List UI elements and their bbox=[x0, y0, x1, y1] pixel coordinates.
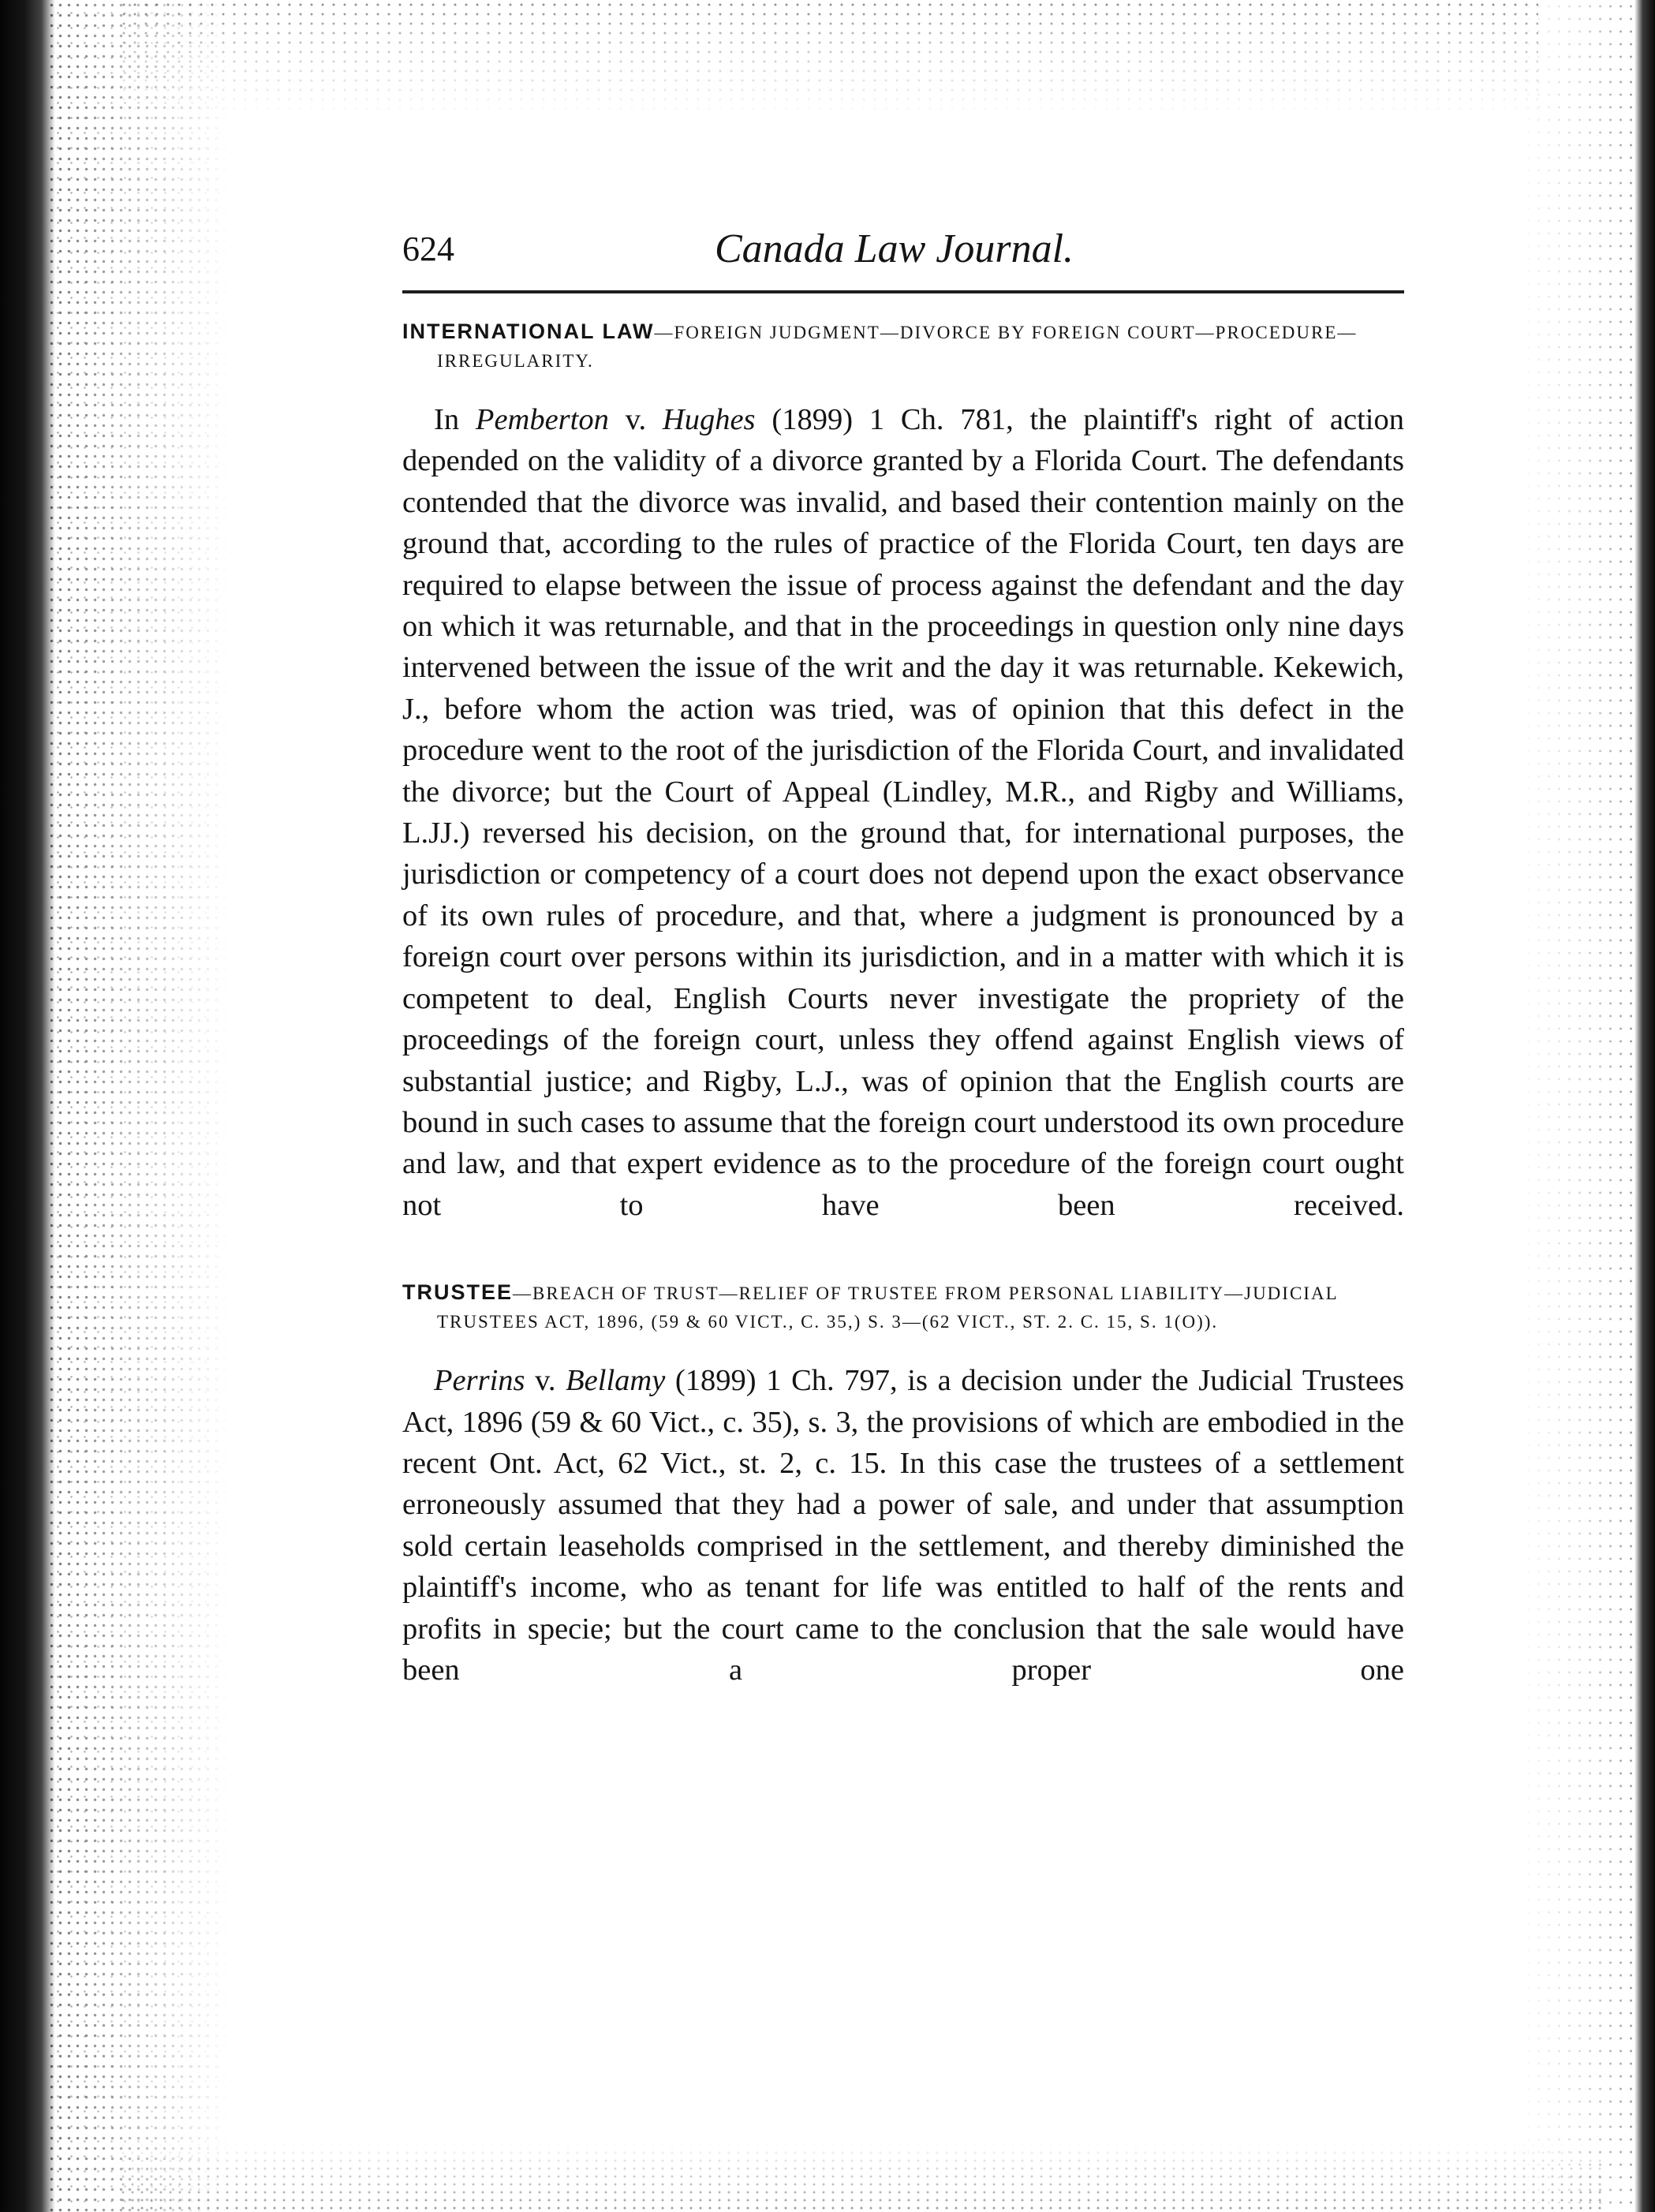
journal-title: Canada Law Journal. bbox=[715, 226, 1074, 271]
case-versus: v. bbox=[525, 1364, 566, 1398]
case-paragraph-pemberton bbox=[402, 399, 1404, 1226]
document-page bbox=[402, 222, 1404, 1691]
section-heading-international-law bbox=[402, 317, 1404, 376]
scan-bottom-noise bbox=[118, 2141, 1601, 2212]
heading-title: TRUSTEE bbox=[402, 1280, 514, 1305]
paragraph-body: (1899) 1 Ch. 797, is a decision under the Judicial Trustees Act, 1896 (59 & 60 Vict., c. 35), s. 3, the provisions of which are embodied in the recent Ont. Act, 62 Vict., st. 2, c. 15. In this case the trustees of a settlement erroneously assumed that they had a power of sale, and under that assumption sold certain leaseholds comprised in the settlement, and thereby diminished the plaintiff's income, who as tenant for life was entitled to half of the rents and profits in specie; but the court came to the conclusion that the sale would have been a proper one bbox=[402, 1364, 1405, 1687]
section-gap bbox=[402, 1226, 1404, 1278]
case-paragraph-perrins bbox=[402, 1360, 1404, 1691]
case-party-b: Hughes bbox=[662, 403, 756, 436]
scan-right-noise bbox=[1513, 0, 1639, 2212]
scan-left-noise bbox=[47, 0, 229, 2212]
case-versus: v. bbox=[608, 403, 663, 436]
paragraph-body: (1899) 1 Ch. 781, the plaintiff's right of action depended on the validity of a divorce granted by a Florida Court. The defendants contended that the divorce was invalid, and based their contention mainly on the ground that, according to the rules of practice of the Florida Court, ten days are required to elapse between the issue of process against the defendant and the day on which it was returnable, and that in the proceedings in question only nine days intervened between the issue of the writ and the day it was returnable. Kekewich, J., before whom the action was tried, was of opinion that this defect in the procedure went to the root of the jurisdiction of the Florida Court, and invalidated the divorce; but the Court of Appeal (Lindley, M.R., and Rigby and Williams, L.JJ.) reversed his decision, on the ground that, for international purposes, the jurisdiction or competency of a court does not depend upon the exact observance of its own rules of procedure, and that, where a judgment is pronounced by a foreign court over persons within its jurisdiction, and in a matter with which it is competent to deal, English Courts never investigate the propriety of the proceedings of the foreign court, unless they offend against English views of substantial justice; and Rigby, L.J., was of opinion that the English courts are bound in such cases to assume that the foreign court understood its own procedure and law, and that expert evidence as to the procedure of the foreign court ought not to have been received. bbox=[402, 403, 1405, 1222]
case-party-b: Bellamy bbox=[566, 1364, 666, 1398]
case-party-a: Pemberton bbox=[475, 403, 609, 436]
section-heading-trustee bbox=[402, 1278, 1404, 1336]
heading-title: INTERNATIONAL LAW bbox=[402, 319, 655, 343]
scan-top-noise bbox=[118, 0, 1538, 118]
heading-subtopics: —FOREIGN JUDGMENT—DIVORCE BY FOREIGN COURT—PROCEDURE—IRREGULARITY. bbox=[437, 323, 1358, 371]
case-prefix: In bbox=[434, 403, 476, 436]
page-number: 624 bbox=[402, 230, 454, 268]
header-rule bbox=[402, 290, 1404, 293]
heading-subtopics: —BREACH OF TRUST—RELIEF OF TRUSTEE FROM PERSONAL LIABILITY—JUDICIAL TRUSTEES ACT, 1896, (59 & 60 VICT., C. 35,) S. 3—(62 VICT., ST. 2. C. 15, S. 1(O)). bbox=[437, 1283, 1338, 1332]
running-head bbox=[402, 222, 1404, 286]
case-party-a: Perrins bbox=[434, 1364, 525, 1398]
